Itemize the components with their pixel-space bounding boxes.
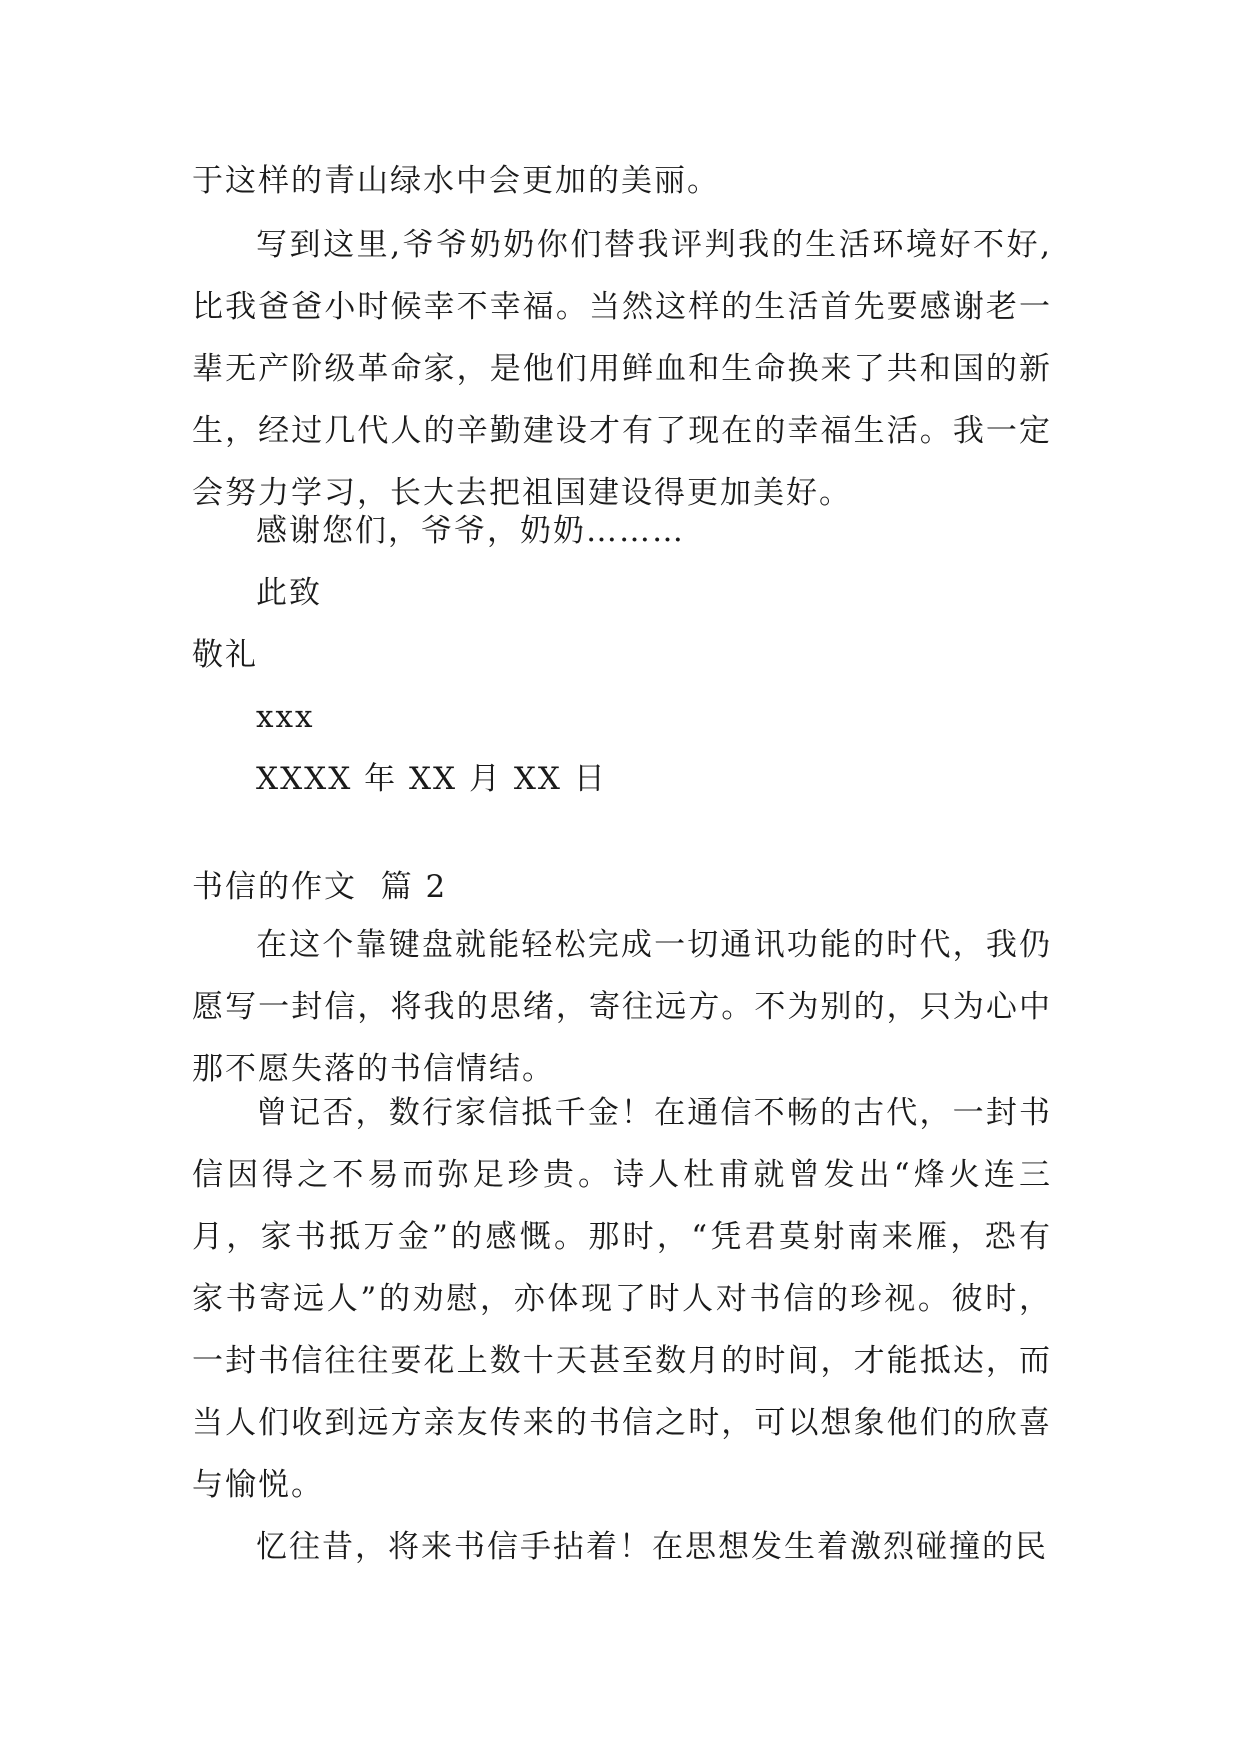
paragraph-continuation: 于这样的青山绿水中会更加的美丽。 [192, 163, 720, 199]
letter-closing-jingli: 敬礼 [192, 637, 258, 673]
paragraph-intro: 在这个靠键盘就能轻松完成一切通讯功能的时代，我仍愿写一封信，将我的思绪，寄往远方。不为别的，只为心中那不愿失落的书信情结。 [192, 927, 1052, 1087]
section-heading: 书信的作文 篇 2 [192, 869, 448, 905]
letter-closing-cizhi: 此致 [256, 575, 322, 611]
paragraph-body: 写到这里,爷爷奶奶你们替我评判我的生活环境好不好,比我爸爸小时候幸不幸福。当然这样的生活首先要感谢老一辈无产阶级革命家，是他们用鲜血和生命换来了共和国的新生，经过几代人的辛勤建设才有了现在的幸福生活。我一定会努力学习，长大去把祖国建设得更加美好。 [192, 227, 1052, 511]
paragraph-recall: 忆往昔，将来书信手拈着！在思想发生着激烈碰撞的民 [256, 1529, 1048, 1565]
letter-date: XXXX 年 XX 月 XX 日 [256, 761, 607, 797]
paragraph-thanks: 感谢您们，爷爷，奶奶……… [256, 513, 685, 549]
paragraph-history: 曾记否，数行家信抵千金！在通信不畅的古代，一封书信因得之不易而弥足珍贵。诗人杜甫就曾发出“烽火连三月，家书抵万金”的感慨。那时，“凭君莫射南来雁，恐有家书寄远人”的劝慰，亦体现了时人对书信的珍视。彼时，一封书信往往要花上数十天甚至数月的时间，才能抵达，而当人们收到远方亲友传来的书信之时，可以想象他们的欣喜与愉悦。 [192, 1095, 1052, 1503]
letter-signature: xxx [256, 699, 315, 735]
